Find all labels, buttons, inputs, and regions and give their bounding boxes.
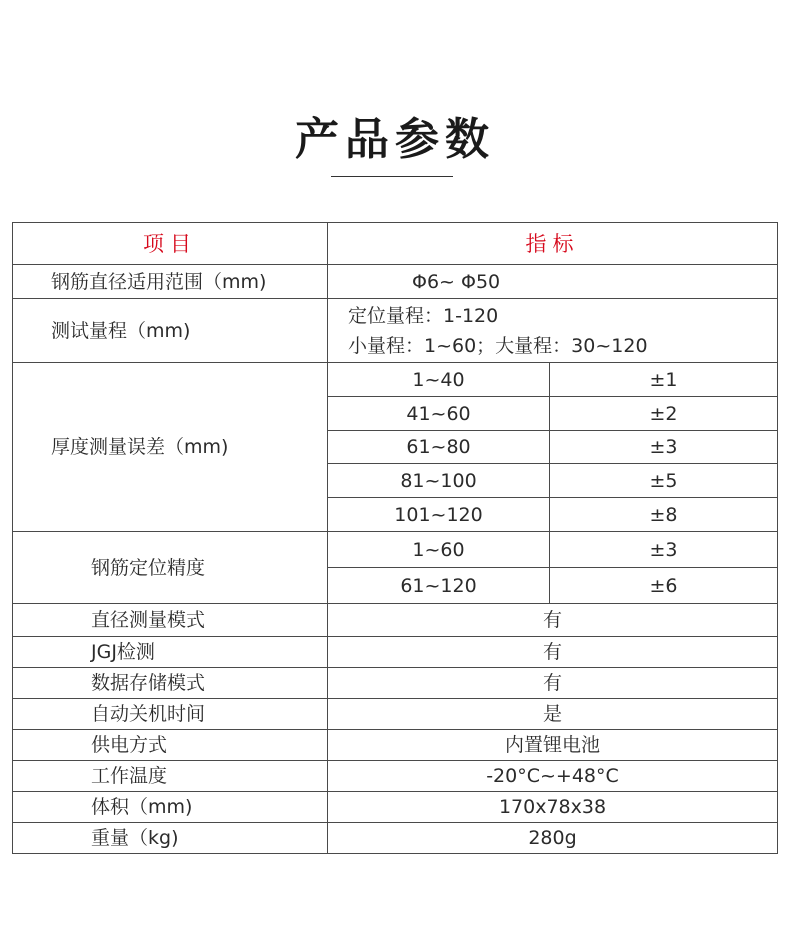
table-row xyxy=(13,265,778,299)
row-value-volume: 170x78x38 xyxy=(328,792,778,823)
thickness-error-cell: ±1 xyxy=(550,363,778,397)
row-label-range: 钢筋直径适用范围（mm) xyxy=(13,265,328,299)
row-value-diameter-mode: 有 xyxy=(328,604,778,637)
table-row xyxy=(13,637,778,668)
row-label-power: 供电方式 xyxy=(13,730,328,761)
header-spec: 指标 xyxy=(328,223,778,265)
table-row xyxy=(13,532,778,568)
position-range-cell: 61~120 xyxy=(328,568,550,604)
thickness-error-cell: ±3 xyxy=(550,431,778,464)
row-label-diameter-mode: 直径测量模式 xyxy=(13,604,328,637)
row-label-storage-mode: 数据存储模式 xyxy=(13,668,328,699)
table-row xyxy=(13,699,778,730)
row-label-thickness-error: 厚度测量误差（mm) xyxy=(13,363,328,532)
table-header-row xyxy=(13,223,778,265)
thickness-range-cell: 101~120 xyxy=(328,498,550,532)
title-underline xyxy=(331,176,453,177)
row-label-position-accuracy: 钢筋定位精度 xyxy=(13,532,328,604)
thickness-error-cell: ±8 xyxy=(550,498,778,532)
row-label-auto-off: 自动关机时间 xyxy=(13,699,328,730)
row-value-measure-range xyxy=(328,299,778,363)
row-value-weight: 280g xyxy=(328,823,778,854)
row-value-auto-off: 是 xyxy=(328,699,778,730)
position-error-cell: ±3 xyxy=(550,532,778,568)
table-row xyxy=(13,604,778,637)
header-item: 项目 xyxy=(13,223,328,265)
spec-table xyxy=(12,222,778,854)
row-label-weight: 重量（kg) xyxy=(13,823,328,854)
range-value: Φ6~ Φ50 xyxy=(412,270,501,293)
thickness-range-cell: 81~100 xyxy=(328,464,550,498)
row-value-jgj: 有 xyxy=(328,637,778,668)
thickness-error-cell: ±2 xyxy=(550,397,778,431)
row-value-range xyxy=(328,265,778,299)
position-error-cell: ±6 xyxy=(550,568,778,604)
table-row xyxy=(13,668,778,699)
table-row xyxy=(13,730,778,761)
table-row xyxy=(13,823,778,854)
page-title: 产品参数 xyxy=(295,114,495,165)
table-row xyxy=(13,761,778,792)
position-range-cell: 1~60 xyxy=(328,532,550,568)
row-value-storage-mode: 有 xyxy=(328,668,778,699)
thickness-range-cell: 41~60 xyxy=(328,397,550,431)
table-row xyxy=(13,363,778,397)
table-row xyxy=(13,792,778,823)
row-value-power: 内置锂电池 xyxy=(328,730,778,761)
thickness-range-cell: 1~40 xyxy=(328,363,550,397)
row-value-temperature: -20°C~+48°C xyxy=(328,761,778,792)
measure-range-line2: 小量程：1~60；大量程：30~120 xyxy=(348,334,648,357)
thickness-error-cell: ±5 xyxy=(550,464,778,498)
measure-range-line1: 定位量程：1-120 xyxy=(348,304,499,327)
table-row xyxy=(13,299,778,363)
row-label-temperature: 工作温度 xyxy=(13,761,328,792)
row-label-volume: 体积（mm) xyxy=(13,792,328,823)
row-label-jgj: JGJ检测 xyxy=(13,637,328,668)
row-label-measure-range: 测试量程（mm) xyxy=(13,299,328,363)
thickness-range-cell: 61~80 xyxy=(328,431,550,464)
